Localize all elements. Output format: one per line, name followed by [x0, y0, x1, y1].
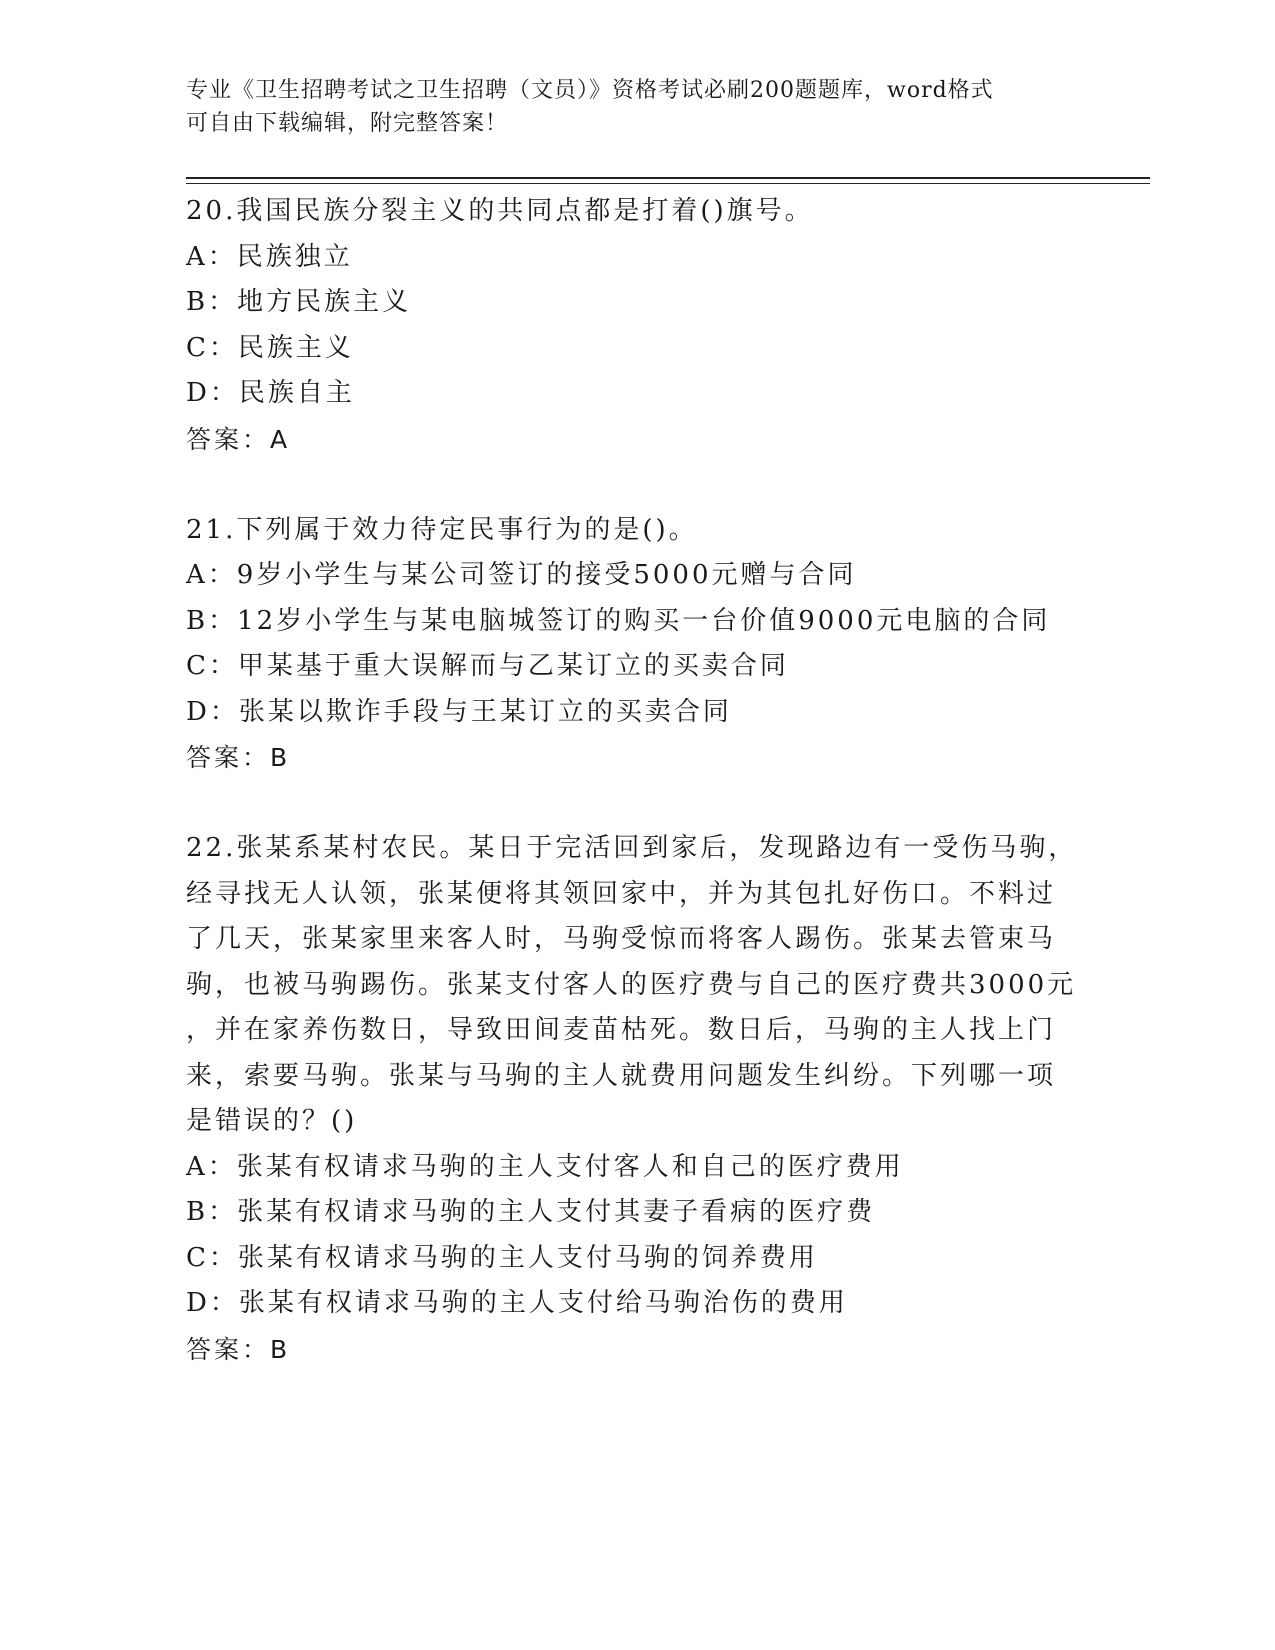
question-stem-line-2: 经寻找无人认领，张某便将其领回家中，并为其包扎好伤口。不料过: [186, 878, 1057, 909]
question-stem-line-1: 22.张某系某村农民。某日于完活回到家后，发现路边有一受伤马驹，: [186, 833, 1078, 863]
header-rule-thin: [186, 183, 1150, 184]
question-22: [186, 826, 1086, 1372]
question-spacer: [186, 462, 1086, 508]
question-stem: 20.我国民族分裂主义的共同点都是打着()旗号。: [186, 196, 814, 226]
option-a: A：张某有权请求马驹的主人支付客人和自己的医疗费用: [186, 1151, 904, 1182]
question-21: [186, 508, 1086, 781]
option-c: C：张某有权请求马驹的主人支付马驹的饲养费用: [186, 1242, 818, 1273]
question-list: [186, 189, 1086, 1372]
question-stem-line-5: ，并在家养伤数日，导致田间麦苗枯死。数日后，马驹的主人找上门: [186, 1015, 1057, 1045]
header-line-2: 可自由下载编辑，附完整答案！: [186, 111, 509, 136]
document-header: [186, 74, 1066, 140]
question-20: [186, 189, 1086, 462]
option-d: D：民族自主: [186, 378, 355, 408]
option-d: D：张某以欺诈手段与王某订立的买卖合同: [186, 696, 732, 727]
option-b: B：12岁小学生与某电脑城签订的购买一台价值9000元电脑的合同: [186, 605, 1051, 636]
question-stem-line-4: 驹，也被马驹踢伤。张某支付客人的医疗费与自己的医疗费共3000元: [186, 969, 1077, 1000]
question-stem: 21.下列属于效力待定民事行为的是()。: [186, 514, 698, 545]
option-a: A：9岁小学生与某公司签订的接受5000元赠与合同: [186, 560, 857, 590]
option-a: A：民族独立: [186, 241, 353, 272]
question-spacer: [186, 781, 1086, 827]
option-b: B：地方民族主义: [186, 287, 412, 317]
question-stem-line-3: 了几天，张某家里来客人时，马驹受惊而将客人踢伤。张某去管束马: [186, 924, 1057, 954]
option-d: D：张某有权请求马驹的主人支付给马驹治伤的费用: [186, 1288, 848, 1318]
option-b: B：张某有权请求马驹的主人支付其妻子看病的医疗费: [186, 1197, 876, 1227]
answer-line: 答案：A: [186, 424, 291, 454]
question-stem-line-6: 来，索要马驹。张某与马驹的主人就费用问题发生纠纷。下列哪一项: [186, 1060, 1057, 1091]
header-line-1: 专业《卫生招聘考试之卫生招聘（文员）》资格考试必刷200题题库，word格式: [186, 78, 994, 103]
question-stem-line-7: 是错误的？(): [186, 1106, 358, 1136]
option-c: C：民族主义: [186, 332, 354, 363]
header-rule-thick: [186, 177, 1150, 179]
option-c: C：甲某基于重大误解而与乙某订立的买卖合同: [186, 651, 789, 681]
answer-line: 答案：B: [186, 743, 291, 772]
answer-line: 答案：B: [186, 1334, 291, 1364]
